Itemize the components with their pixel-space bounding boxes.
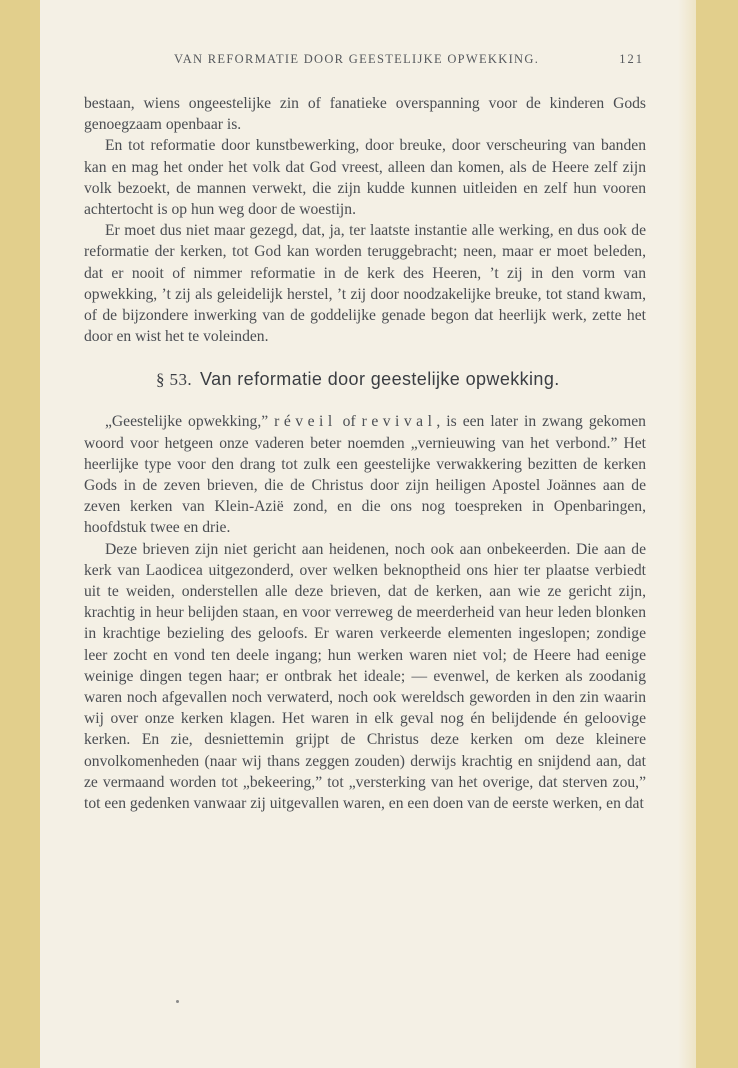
running-head-title: VAN REFORMATIE DOOR GEESTELIJKE OPWEKKING. — [174, 52, 540, 66]
paragraph-text: „Geestelijke opwekking,” — [105, 413, 275, 431]
paragraph-text: of — [336, 413, 362, 431]
paragraph: En tot reformatie door kunstbewerking, door breuke, door verscheuring van banden kan en mag het onder het volk dat God vreest, alleen dan komen, als de Heere zelf zijn volk bezoekt, de mannen verwekt, die zijn kudde kunnen uitleiden en zelf hun vooren achtertocht is op hun weg door de woestijn. — [84, 137, 646, 219]
book-page — [40, 0, 696, 1068]
section-title: Van reformatie door geestelijke opwekking. — [200, 369, 560, 390]
paragraph: Er moet dus niet maar gezegd, dat, ja, ter laatste instantie alle werking, en dus ook de reformatie der kerken, tot God kan worden teruggebracht; neen, maar er moet beleden, dat er nooit of nimmer reformatie in de kerk des Heeren, ’t zij in den vorm van opwekking, ’t zij als geleidelijk herstel, ’t zij door noodzakelijke breuke, tot stand kwam, of de bijzondere inwerking van de goddelijke genade begon dat heerlijk werk, zette het door en wist het te voleinden. — [84, 222, 646, 346]
paragraph-text: , is een later in zwang gekomen woord voor hetgeen onze vaderen beter noemden „vernieuwing van het verbond.” Het heerlijke type voor den drang tot zulk een geestelijke verwakkering bezitten de kerken Gods in de zeven brieven, die de Christus door zijn heiligen Apostel Joännes aan de zeven kerken van Klein-Azië zond, en die ons nog toespreken in Openbaringen, hoofdstuk twee en drie. — [84, 413, 646, 537]
spaced-term: réveil — [274, 413, 337, 431]
paragraph — [84, 411, 646, 538]
paragraph-continued: bestaan, wiens ongeestelijke zin of fanatieke overspanning voor de kinderen Gods genoegzaam openbaar is. — [84, 95, 646, 134]
section-heading — [84, 367, 646, 392]
paragraph: Deze brieven zijn niet gericht aan heidenen, noch ook aan onbekeerden. Die aan de kerk van Laodicea uitgezonderd, over welken beknoptheid ons hier ter plaatse verbiedt uit te weiden, onderstellen alle deze brieven, dat de kerken, aan wie ze gericht zijn, krachtig in heur belijden staan, en voor verreweg de meerderheid van heur leden blonken in krachtige bezieling des geloofs. Er waren verkeerde elementen ingeslopen; zondige leer zocht en vond ten deele ingang; hun werken waren niet vol; de Heere had eenige weinige dingen tegen haar; er ontbrak het ideale; — evenwel, de kerken als zoodanig waren noch afgevallen noch verwaterd, noch ook wereldsch geworden in den zin waarin wij over onze kerken klagen. Het waren in elk geval nog én belijdende én geloovige kerken. En zie, desniettemin grijpt de Christus deze kerken om deze kleinere onvolkomenheden (naar wij thans zeggen zouden) derwijs krachtig en snijdend aan, dat ze vermaand worden tot „bekeering,” tot „versterking van het overige, dat sterven zou,” tot een gedenken vanwaar zij uitgevallen waren, en een doen van de eerste werken, en dat — [84, 540, 646, 813]
page-number: 121 — [619, 52, 644, 66]
body-text — [84, 93, 646, 814]
ink-speck — [176, 1000, 179, 1003]
spaced-term: revival — [361, 413, 437, 431]
section-number: § 53. — [156, 370, 192, 390]
